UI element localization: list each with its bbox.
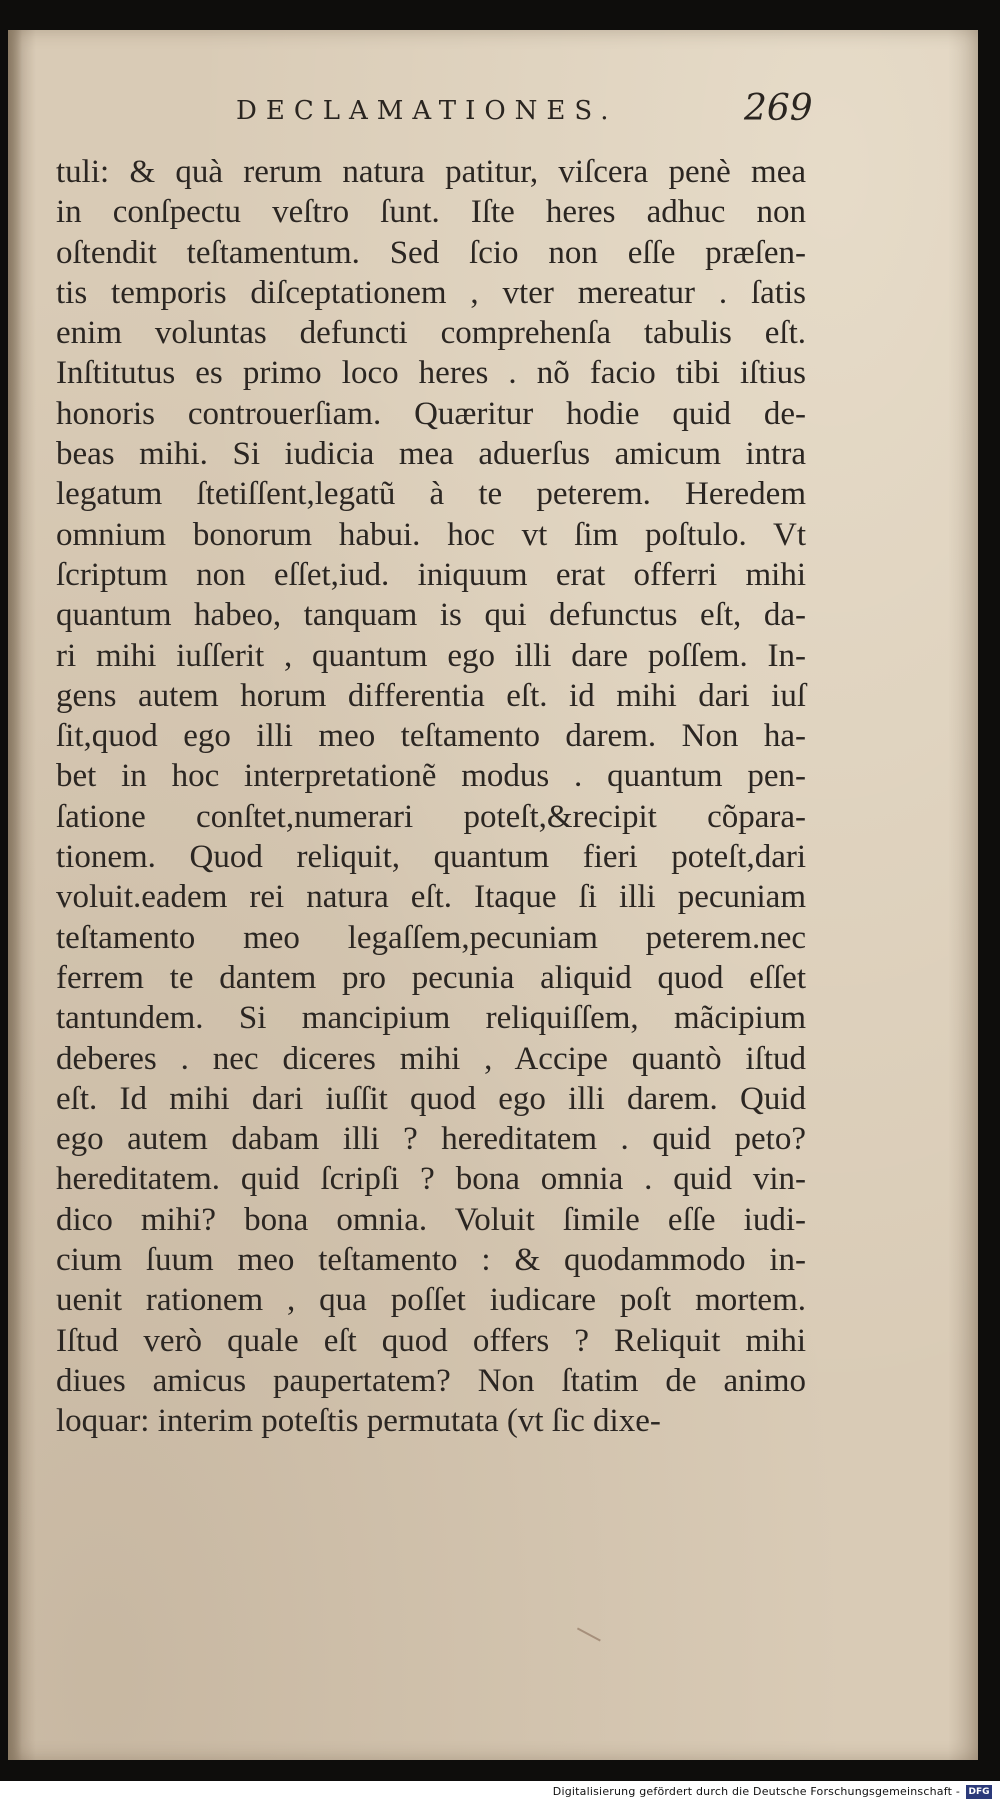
text-line: in conſpectu veſtro ſunt. Iſte heres adhuc non (56, 194, 806, 231)
text-line: ſit,quod ego illi meo teſtamento darem. Non ha- (56, 718, 806, 755)
text-line: loquar: interim poteſtis permutata (vt ſic dixe- (56, 1403, 661, 1440)
text-line: Iſtud verò quale eſt quod offers ? Reliquit mihi (56, 1322, 806, 1359)
text-line: legatum ſtetiſſent,legatũ à te peterem. Heredem (56, 476, 806, 513)
text-line: ferrem te dantem pro pecunia aliquid quod eſſet (56, 959, 806, 996)
text-line: honoris controuerſiam. Quæritur hodie quid de- (56, 395, 806, 432)
text-line: voluit.eadem rei natura eſt. Itaque ſi illi pecuniam (56, 879, 806, 916)
ink-smudge (573, 1627, 601, 1648)
body-text (56, 152, 806, 1442)
text-line: ſcriptum non eſſet,iud. iniquum erat offerri mihi (56, 556, 806, 593)
text-line: teſtamento meo legaſſem,pecuniam peterem.nec (56, 919, 806, 956)
page-gutter-shadow (8, 30, 22, 1760)
text-line: hereditatem. quid ſcripſi ? bona omnia . quid vin- (56, 1161, 806, 1198)
page-number: 269 (744, 88, 813, 129)
text-line: diues amicus paupertatem? Non ſtatim de animo (56, 1362, 806, 1399)
text-line: omnium bonorum habui. hoc vt ſim poſtulo. Vt (56, 516, 806, 553)
text-line: cium ſuum meo teſtamento : & quodammodo in- (56, 1242, 806, 1279)
text-line: beas mihi. Si iudicia mea aduerſus amicum intra (56, 436, 806, 473)
text-line: tantundem. Si mancipium reliquiſſem, mãcipium (56, 1000, 806, 1037)
text-line: deberes . nec diceres mihi , Accipe quantò iſtud (56, 1040, 806, 1077)
text-line: quantum habeo, tanquam is qui defunctus eſt, da- (56, 597, 806, 634)
book-page (8, 30, 978, 1760)
dfg-logo: DFG (966, 1785, 992, 1799)
text-line: ego autem dabam illi ? hereditatem . quid peto? (56, 1121, 806, 1158)
digitization-footer (0, 1781, 1000, 1803)
text-line: ri mihi iuſſerit , quantum ego illi dare poſſem. In- (56, 637, 806, 674)
text-line: Inſtitutus es primo loco heres . nõ facio tibi iſtius (56, 355, 806, 392)
text-line: uenit rationem , qua poſſet iudicare poſt mortem. (56, 1282, 806, 1319)
text-line: oſtendit teſtamentum. Sed ſcio non eſſe præſen- (56, 234, 806, 271)
text-line: bet in hoc interpretationẽ modus . quantum pen- (56, 758, 806, 795)
text-line: tis temporis diſceptationem , vter mereatur . ſatis (56, 274, 806, 311)
running-head-title: DECLAMATIONES. (236, 96, 618, 126)
text-line: enim voluntas defuncti comprehenſa tabulis eſt. (56, 315, 806, 352)
funding-credit: Digitalisierung gefördert durch die Deutsche Forschungsgemeinschaft - (552, 1785, 960, 1798)
text-line: ſatione conſtet,numerari poteſt,&recipit cõpara- (56, 798, 806, 835)
text-line: gens autem horum differentia eſt. id mihi dari iuſ (56, 677, 806, 714)
text-line: tuli: & quà rerum natura patitur, viſcera penè mea (56, 154, 806, 190)
text-line: dico mihi? bona omnia. Voluit ſimile eſſe iudi- (56, 1201, 806, 1238)
text-line: tionem. Quod reliquit, quantum fieri poteſt,dari (56, 839, 806, 876)
running-head (8, 88, 978, 138)
text-line: eſt. Id mihi dari iuſſit quod ego illi darem. Quid (56, 1080, 806, 1117)
